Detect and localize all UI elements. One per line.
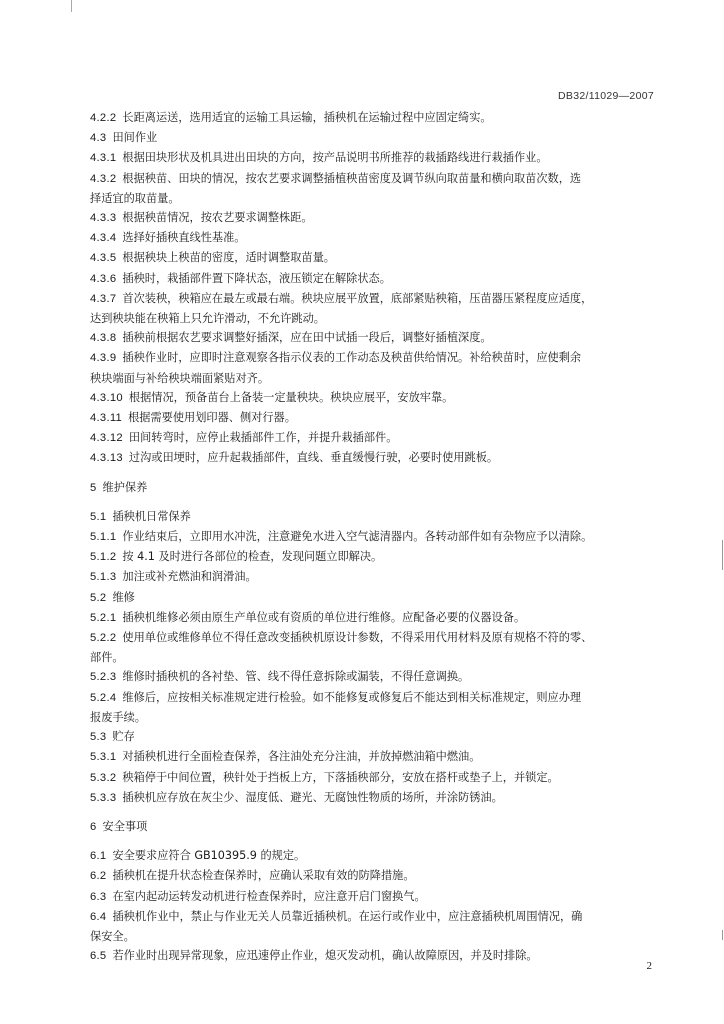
clause-text: 安全要求应符合 GB10395.9 的规定。 xyxy=(112,849,306,863)
clause-number: 5.1.3 xyxy=(90,571,117,584)
clause-number: 6.1 xyxy=(90,850,107,863)
clause-line xyxy=(90,747,655,767)
clause-text: 维护保养 xyxy=(102,480,148,494)
clause-text: 过沟或田埂时，应升起栽插部件，直线、垂直缓慢行驶，必要时使用跳板。 xyxy=(128,451,499,465)
clause-text: 插秧前根据农艺要求调整好插深，应在田中试插一段后，调整好插植深度。 xyxy=(122,331,492,345)
clause-number: 6.4 xyxy=(90,910,107,923)
clause-text: 秧箱停于中间位置，秧针处于挡板上方，下落插秧部分，安放在搭杆或垫子上，并锁定。 xyxy=(122,770,559,784)
clause-number: 5.2 xyxy=(90,591,107,604)
clause-number: 5.2.2 xyxy=(90,632,117,645)
clause-text: 秧块端面与补给秧块端面紧贴对齐。 xyxy=(90,371,270,385)
clause-number: 4.3.2 xyxy=(90,172,117,185)
clause-text: 根据秧苗情况，按农艺要求调整株距。 xyxy=(122,211,313,225)
clause-text: 对插秧机进行全面检查保养，各注油处充分注油，并放掉燃油箱中燃油。 xyxy=(122,750,481,764)
clause-text: 长距离运送，选用适宜的运输工具运输，插秧机在运输过程中应固定绮实。 xyxy=(122,111,492,124)
clause-line xyxy=(90,208,655,228)
clause-text: 根据田块形状及机具进出田块的方向，按产品说明书所推荐的栽插路线进行栽插作业。 xyxy=(122,151,548,165)
clause-continuation-line xyxy=(90,648,655,667)
clause-text: 维修 xyxy=(112,590,135,604)
clause-line xyxy=(90,667,655,687)
clause-line xyxy=(90,567,655,587)
clause-number: 5.3.3 xyxy=(90,791,117,804)
clause-line xyxy=(90,269,655,289)
scan-edge-mark xyxy=(722,930,723,940)
clause-line xyxy=(90,428,655,448)
clause-number: 5.2.4 xyxy=(90,691,117,704)
scan-edge-mark xyxy=(722,540,723,570)
clause-number: 5.2.3 xyxy=(90,671,117,684)
clause-text: 部件。 xyxy=(90,651,124,665)
clause-line xyxy=(90,628,655,648)
clause-line xyxy=(90,547,655,567)
section-gap xyxy=(90,808,655,817)
clause-text: 插秧机应存放在灰尘少、湿度低、避光、无腐蚀性物质的场所，并涂防锈油。 xyxy=(122,790,503,804)
clause-text: 贮存 xyxy=(112,730,135,744)
clause-line xyxy=(90,688,655,708)
clause-line xyxy=(90,289,655,309)
clause-number: 5.3.1 xyxy=(90,751,117,764)
section-heading xyxy=(90,478,655,498)
clause-number: 4.3.13 xyxy=(90,452,123,465)
section-gap xyxy=(90,498,655,507)
clause-number: 4.3.1 xyxy=(90,152,117,165)
clause-text: 加注或补充燃油和润滑油。 xyxy=(122,570,257,584)
clause-text: 根据秧苗、田块的情况，按农艺要求调整插植秧苗密度及调节纵向取苗量和横向取苗次数，选 xyxy=(122,171,582,185)
clause-number: 6.5 xyxy=(90,950,107,963)
clause-continuation-line xyxy=(90,309,655,328)
clause-number: 4.3.10 xyxy=(90,391,123,404)
clause-line xyxy=(90,388,655,408)
clause-line xyxy=(90,768,655,788)
clause-number: 5.3.2 xyxy=(90,771,117,784)
clause-continuation-line xyxy=(90,927,655,946)
clause-line xyxy=(90,946,655,966)
section-gap xyxy=(90,469,655,478)
clause-line xyxy=(90,228,655,248)
clause-line xyxy=(90,887,655,907)
clause-line xyxy=(90,507,655,527)
clause-text: 维修后，应按相关标准规定进行检验。如不能修复或修复后不能达到相关标准规定，则应办理 xyxy=(122,690,582,704)
clause-text: 插秧机作业中，禁止与作业无关人员靠近插秧机。在运行或作业中，应注意插秧机周围情况，确 xyxy=(112,909,583,923)
clause-text: 根据情况，预备苗台上备装一定量秧块。秧块应展平，安放牢靠。 xyxy=(128,390,454,404)
clause-text: 插秧机在提升状态检查保养时，应确认采取有效的防降措施。 xyxy=(112,869,415,883)
clause-number: 4.3.11 xyxy=(90,412,123,425)
clause-number: 5.1.1 xyxy=(90,531,117,544)
clause-continuation-line xyxy=(90,708,655,727)
clause-line xyxy=(90,348,655,368)
clause-number: 4.3.3 xyxy=(90,212,117,225)
section-gap xyxy=(90,837,655,846)
clause-line xyxy=(90,527,655,547)
clause-text: 维修时插秧机的各衬垫、管、线不得任意拆除或漏装，不得任意调换。 xyxy=(122,670,470,684)
clause-text: 作业结束后，立即用水冲洗，注意避免水进入空气滤清器内。各转动部件如有杂物应予以清除。 xyxy=(122,530,593,544)
clause-text: 选择好插秧直线性基准。 xyxy=(122,231,246,245)
clause-number: 5 xyxy=(90,481,97,494)
clause-line xyxy=(90,169,655,189)
clause-line xyxy=(90,866,655,886)
clause-text: 按 4.1 及时进行各部位的检查，发现问题立即解决。 xyxy=(122,550,383,564)
clause-continuation-line xyxy=(90,189,655,208)
clause-line xyxy=(90,846,655,866)
clause-number: 5.1.2 xyxy=(90,551,117,564)
clause-text: 根据需要使用划印器、侧对行器。 xyxy=(128,411,296,425)
clause-text: 达到秧块能在秧箱上只允许滑动，不允许跳动。 xyxy=(90,312,325,326)
clause-line xyxy=(90,788,655,808)
clause-number: 4.3.4 xyxy=(90,232,117,245)
clause-continuation-line xyxy=(90,369,655,388)
clause-line xyxy=(90,328,655,348)
clause-text: 田间作业 xyxy=(112,131,158,145)
clause-line xyxy=(90,108,655,128)
clause-number: 4.3.8 xyxy=(90,332,117,345)
clause-text: 保安全。 xyxy=(90,929,135,943)
clause-line xyxy=(90,448,655,468)
clause-text: 报废手续。 xyxy=(90,710,146,724)
clause-text: 若作业时出现异常现象，应迅速停止作业，熄灭发动机，确认故障原因，并及时排除。 xyxy=(112,949,538,963)
clause-line xyxy=(90,907,655,927)
clause-number: 6 xyxy=(90,820,97,833)
clause-line xyxy=(90,727,655,747)
section-heading xyxy=(90,817,655,837)
clause-number: 5.3 xyxy=(90,731,107,744)
clause-line xyxy=(90,148,655,168)
clause-number: 4.2.2 xyxy=(90,112,117,124)
clause-number: 4.3.9 xyxy=(90,352,117,365)
crop-mark xyxy=(71,0,72,12)
standard-code: DB32/11029—2007 xyxy=(558,90,654,102)
clause-number: 6.3 xyxy=(90,890,107,903)
clause-text: 根据秧块上秧苗的密度，适时调整取苗量。 xyxy=(122,251,335,265)
clause-number: 4.3.7 xyxy=(90,292,117,305)
clause-text: 在室内起动运转发动机进行检查保养时，应注意开启门窗换气。 xyxy=(112,889,426,903)
clause-line xyxy=(90,608,655,628)
clause-text: 使用单位或维修单位不得任意改变插秧机原设计参数，不得采用代用材料及原有规格不符的零、 xyxy=(122,631,593,645)
clause-line xyxy=(90,128,655,148)
clause-line xyxy=(90,408,655,428)
clause-number: 6.2 xyxy=(90,870,107,883)
clause-text: 插秧时，栽插部件置下降状态，液压锁定在解除状态。 xyxy=(122,271,391,285)
clause-line xyxy=(90,248,655,268)
clause-number: 4.3 xyxy=(90,132,107,145)
clause-text: 插秧机日常保养 xyxy=(112,509,191,523)
clause-text: 插秧机维修必须由原生产单位或有资质的单位进行维修。应配备必要的仪器设备。 xyxy=(122,610,526,624)
document-body xyxy=(90,108,655,966)
clause-text: 田间转弯时，应停止栽插部件工作，并提升栽插部件。 xyxy=(128,431,398,445)
clause-number: 4.3.5 xyxy=(90,252,117,265)
clause-number: 5.2.1 xyxy=(90,611,117,624)
clause-text: 安全事项 xyxy=(102,819,148,833)
clause-text: 首次装秧，秧箱应在最左或最右端。秧块应展平放置，底部紧贴秧箱，压苗器压紧程度应适度， xyxy=(122,291,593,305)
clause-number: 4.3.12 xyxy=(90,432,123,445)
clause-text: 择适宜的取苗量。 xyxy=(90,191,180,205)
clause-line xyxy=(90,588,655,608)
clause-number: 5.1 xyxy=(90,510,107,523)
page-number: 2 xyxy=(646,960,652,972)
clause-text: 插秧作业时，应即时注意观察各指示仪表的工作动态及秧苗供给情况。补给秧苗时，应使剩余 xyxy=(122,351,582,365)
clause-number: 4.3.6 xyxy=(90,272,117,285)
